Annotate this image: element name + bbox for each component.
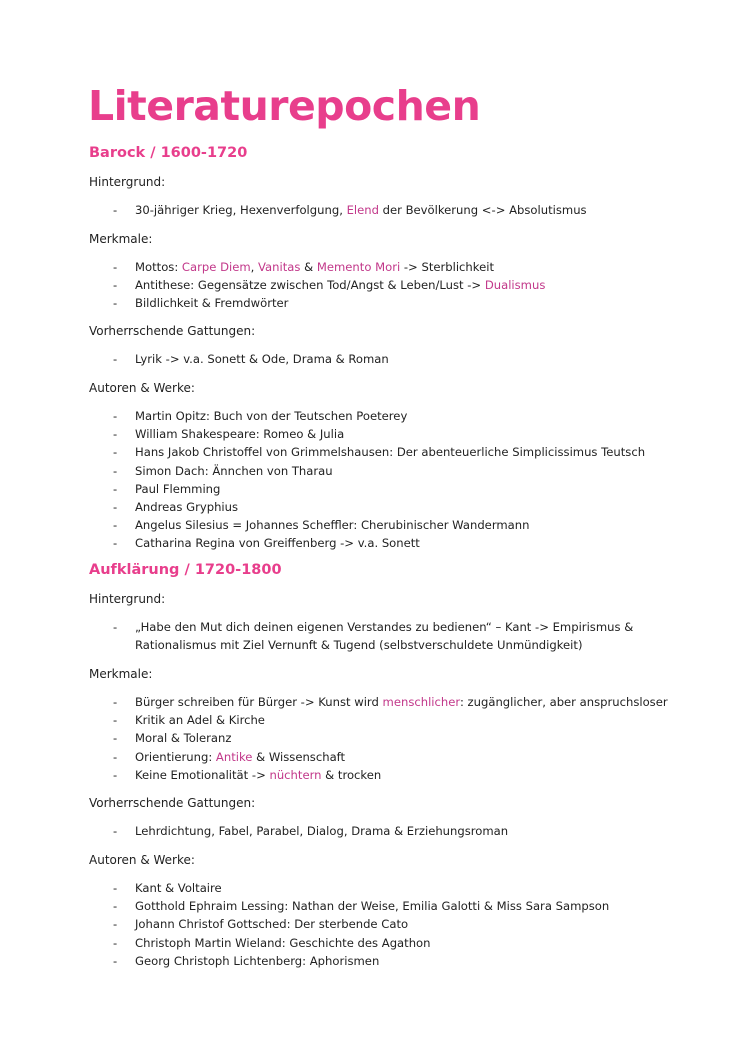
bullet-dash: -: [113, 203, 118, 217]
bullet-dash: -: [113, 749, 118, 764]
list-item: - Andreas Gryphius: [113, 498, 673, 516]
list-item: - Keine Emotionalität -> nüchtern & trocken: [113, 766, 673, 784]
bullet-dash: -: [113, 713, 118, 728]
barock-gattungen-list: [113, 350, 673, 368]
bullet-dash: -: [113, 824, 118, 838]
bullet-dash: -: [113, 935, 118, 950]
barock-gattungen-label: Vorherrschende Gattungen:: [89, 324, 256, 338]
bullet-dash: -: [113, 352, 118, 366]
bullet-dash: -: [113, 620, 118, 634]
aufklaerung-autoren-label: Autoren & Werke:: [89, 853, 195, 867]
list-item: - Kritik an Adel & Kirche: [113, 711, 673, 729]
bullet-dash: -: [113, 767, 118, 782]
bullet-dash: -: [113, 518, 118, 533]
bullet-dash: -: [113, 899, 118, 914]
list-item: - Lyrik -> v.a. Sonett & Ode, Drama & Roman: [113, 350, 673, 368]
bullet-dash: -: [113, 500, 118, 515]
list-item: - Simon Dach: Ännchen von Tharau: [113, 462, 673, 480]
bullet-dash: -: [113, 260, 118, 274]
list-item: - Paul Flemming: [113, 480, 673, 498]
bullet-dash: -: [113, 731, 118, 746]
aufklaerung-gattungen-list: [113, 822, 673, 840]
list-item: - Kant & Voltaire: [113, 879, 673, 897]
aufklaerung-gattungen-label: Vorherrschende Gattungen:: [89, 796, 256, 810]
aufklaerung-heading: Aufklärung / 1720-1800: [89, 562, 282, 578]
bullet-dash: -: [113, 409, 118, 423]
aufklaerung-autoren-list: [113, 879, 673, 970]
list-item: - Bildlichkeit & Fremdwörter: [113, 294, 673, 312]
list-item: - Georg Christoph Lichtenberg: Aphorismen: [113, 952, 673, 970]
bullet-dash: -: [113, 481, 118, 496]
list-item: - William Shakespeare: Romeo & Julia: [113, 425, 673, 443]
aufklaerung-hintergrund-label: Hintergrund:: [89, 592, 166, 606]
aufklaerung-hintergrund-list: [113, 618, 673, 654]
barock-heading: Barock / 1600-1720: [89, 145, 248, 161]
highlight-term: Dualismus: [484, 278, 546, 293]
highlight-term: Carpe Diem: [181, 260, 251, 274]
list-item: - Mottos: Carpe Diem, Vanitas & Memento Mori -> Sterblichkeit: [113, 258, 673, 276]
list-item: - Gotthold Ephraim Lessing: Nathan der Weise, Emilia Galotti & Miss Sara Sampson: [113, 897, 673, 915]
list-item: - 30-jähriger Krieg, Hexenverfolgung, Elend der Bevölkerung <-> Absolutismus: [113, 201, 673, 219]
barock-merkmale-list: [113, 258, 673, 313]
barock-hintergrund-label: Hintergrund:: [89, 175, 166, 189]
bullet-dash: -: [113, 917, 118, 932]
bullet-dash: -: [113, 953, 118, 968]
bullet-dash: -: [113, 881, 118, 895]
bullet-dash: -: [113, 278, 118, 293]
barock-hintergrund-list: [113, 201, 673, 219]
highlight-term: Elend: [346, 203, 379, 217]
list-item: - Johann Christof Gottsched: Der sterbende Cato: [113, 915, 673, 933]
highlight-term: menschlicher: [382, 695, 460, 709]
list-item: - „Habe den Mut dich deinen eigenen Verstandes zu bedienen“ – Kant -> Empirismus & Rationalismus mit Ziel Vernunft & Tugend (selbstverschuldete Unmündigkeit): [113, 620, 634, 653]
list-item: - Antithese: Gegensätze zwischen Tod/Angst & Leben/Lust -> Dualismus: [113, 276, 673, 294]
aufklaerung-merkmale-list: [113, 693, 673, 784]
list-item: - Martin Opitz: Buch von der Teutschen Poeterey: [113, 407, 673, 425]
list-item: - Orientierung: Antike & Wissenschaft: [113, 748, 673, 766]
highlight-term: Memento Mori: [316, 260, 401, 274]
bullet-dash: -: [113, 427, 118, 442]
barock-autoren-label: Autoren & Werke:: [89, 381, 195, 395]
bullet-dash: -: [113, 296, 118, 311]
barock-autoren-list: [113, 407, 673, 553]
list-item: - Angelus Silesius = Johannes Scheffler: Cherubinischer Wandermann: [113, 516, 673, 534]
list-item: - Moral & Toleranz: [113, 729, 673, 747]
highlight-term: Antike: [215, 749, 253, 764]
bullet-dash: -: [113, 536, 118, 551]
bullet-dash: -: [113, 445, 118, 460]
document-title: Literaturepochen: [88, 82, 481, 130]
list-item: - Bürger schreiben für Bürger -> Kunst wird menschlicher: zugänglicher, aber anspruchsloser: [113, 693, 673, 711]
barock-merkmale-label: Merkmale:: [89, 232, 153, 246]
highlight-term: nüchtern: [269, 767, 322, 782]
bullet-dash: -: [113, 463, 118, 478]
list-item: - Christoph Martin Wieland: Geschichte des Agathon: [113, 934, 673, 952]
list-item: - Hans Jakob Christoffel von Grimmelshausen: Der abenteuerliche Simplicissimus Teutsch: [113, 443, 673, 461]
list-item: - Catharina Regina von Greiffenberg -> v.a. Sonett: [113, 534, 673, 552]
aufklaerung-merkmale-label: Merkmale:: [89, 667, 153, 681]
highlight-term: Vanitas: [258, 260, 301, 274]
bullet-dash: -: [113, 695, 118, 709]
list-item: - Lehrdichtung, Fabel, Parabel, Dialog, Drama & Erziehungsroman: [113, 822, 673, 840]
